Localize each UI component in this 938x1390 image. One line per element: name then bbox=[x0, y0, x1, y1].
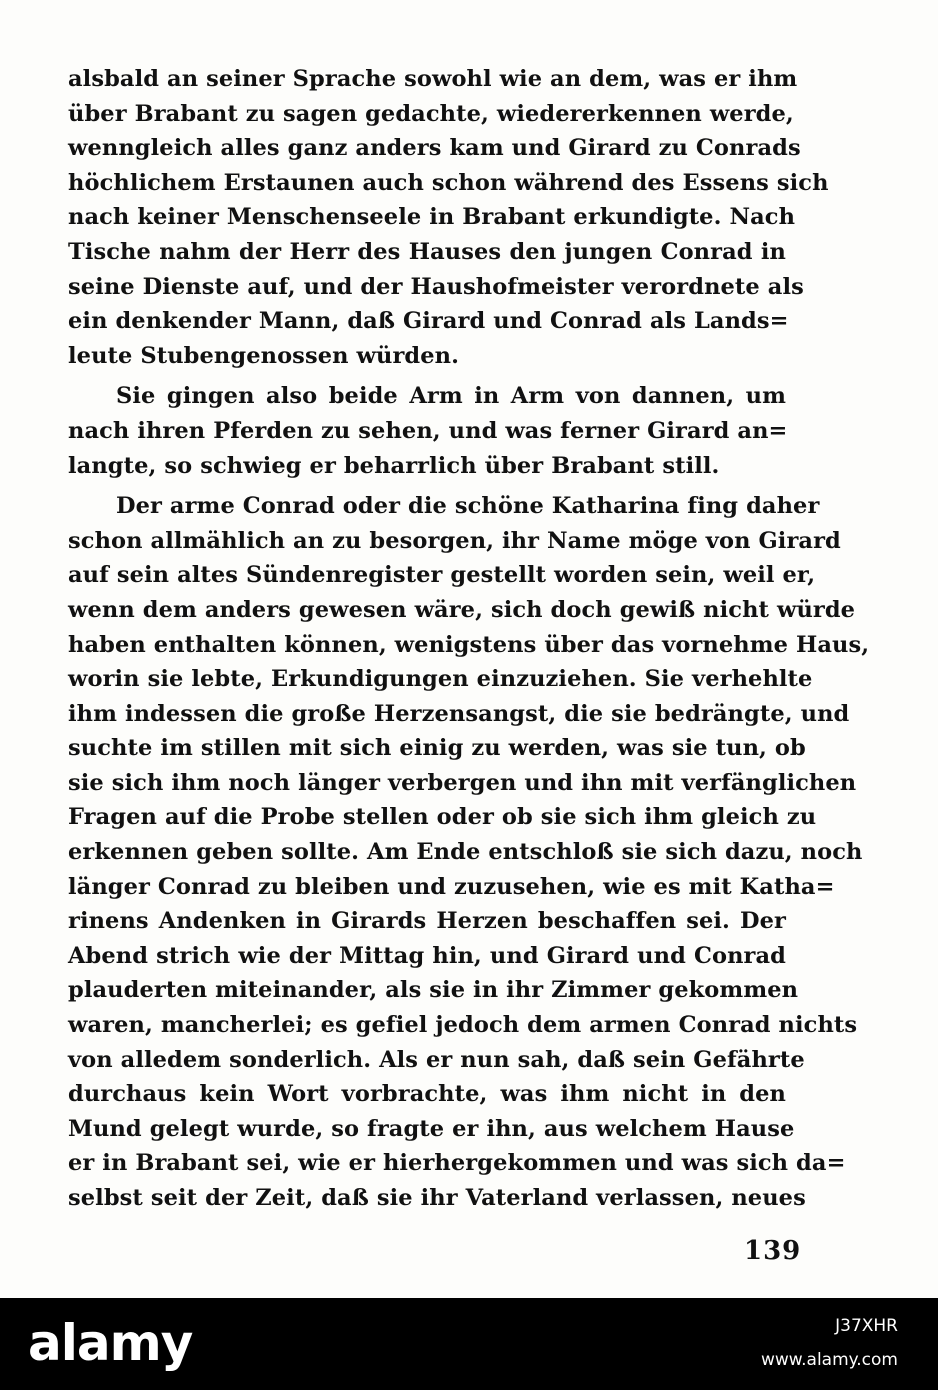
alamy-logo[interactable]: alamy bbox=[28, 1314, 193, 1372]
text-line: Mund gelegt wurde, so fragte er ihn, aus welchem Hause bbox=[68, 1115, 795, 1142]
text-line: nach ihren Pferden zu sehen, und was ferner Girard an= bbox=[68, 417, 788, 444]
watermark-footer bbox=[0, 1298, 938, 1390]
text-line: ein denkender Mann, daß Girard und Conrad als Lands= bbox=[68, 308, 789, 335]
text-line: er in Brabant sei, wie er hierhergekommen und was sich da= bbox=[68, 1150, 846, 1177]
text-line: leute Stubengenossen würden. bbox=[68, 342, 460, 369]
text-line: durchaus kein Wort vorbrachte, was ihm nicht in den bbox=[68, 1081, 786, 1108]
text-line: Der arme Conrad oder die schöne Katharina fing daher bbox=[116, 493, 820, 520]
paragraph-1 bbox=[68, 62, 829, 373]
text-line: schon allmählich an zu besorgen, ihr Name möge von Girard bbox=[68, 527, 841, 554]
text-line: suchte im stillen mit sich einig zu werden, was sie tun, ob bbox=[68, 735, 806, 762]
text-line: waren, mancherlei; es gefiel jedoch dem armen Conrad nichts bbox=[68, 1012, 858, 1039]
paragraph-2 bbox=[68, 379, 786, 483]
text-line: nach keiner Menschenseele in Brabant erkundigte. Nach bbox=[68, 204, 796, 231]
text-line: wenngleich alles ganz anders kam und Girard zu Conrads bbox=[68, 135, 801, 162]
text-line: selbst seit der Zeit, daß sie ihr Vaterland verlassen, neues bbox=[68, 1185, 806, 1211]
image-id: J37XHR bbox=[835, 1316, 898, 1336]
text-line: langte, so schwieg er beharrlich über Brabant still. bbox=[68, 452, 720, 479]
text-line: Sie gingen also beide Arm in Arm von dannen, um bbox=[116, 383, 786, 410]
text-line: auf sein altes Sündenregister gestellt worden sein, weil er, bbox=[68, 562, 816, 589]
text-line: Tische nahm der Herr des Hauses den jungen Conrad in bbox=[68, 238, 786, 265]
text-line: haben enthalten können, wenigstens über das vornehme Haus, bbox=[68, 631, 870, 658]
text-line: höchlichem Erstaunen auch schon während des Essens sich bbox=[68, 169, 829, 196]
text-line: alsbald an seiner Sprache sowohl wie an dem, was er ihm bbox=[68, 66, 798, 92]
text-line: Abend strich wie der Mittag hin, und Girard und Conrad bbox=[68, 942, 786, 969]
paragraph-3 bbox=[68, 489, 870, 1215]
text-line: länger Conrad zu bleiben und zuzusehen, wie es mit Katha= bbox=[68, 873, 835, 900]
page-number: 139 bbox=[744, 1236, 802, 1266]
page-text bbox=[68, 62, 870, 1216]
text-line: worin sie lebte, Erkundigungen einzuziehen. Sie verhehlte bbox=[68, 666, 813, 693]
text-line: rinens Andenken in Girards Herzen beschaffen sei. Der bbox=[68, 908, 786, 935]
text-line: seine Dienste auf, und der Haushofmeister verordnete als bbox=[68, 273, 804, 300]
text-line: über Brabant zu sagen gedachte, wiedererkennen werde, bbox=[68, 100, 794, 127]
text-line: wenn dem anders gewesen wäre, sich doch gewiß nicht würde bbox=[68, 596, 856, 623]
text-line: ihm indessen die große Herzensangst, die sie bedrängte, und bbox=[68, 700, 850, 727]
text-line: plauderten miteinander, als sie in ihr Zimmer gekommen bbox=[68, 977, 799, 1004]
site-url[interactable]: www.alamy.com bbox=[760, 1350, 898, 1370]
text-line: erkennen geben sollte. Am Ende entschloß sie sich dazu, noch bbox=[68, 839, 863, 866]
text-line: sie sich ihm noch länger verbergen und ihn mit verfänglichen bbox=[68, 769, 857, 796]
text-line: von alledem sonderlich. Als er nun sah, daß sein Gefährte bbox=[68, 1046, 805, 1073]
text-line: Fragen auf die Probe stellen oder ob sie sich ihm gleich zu bbox=[68, 804, 817, 831]
